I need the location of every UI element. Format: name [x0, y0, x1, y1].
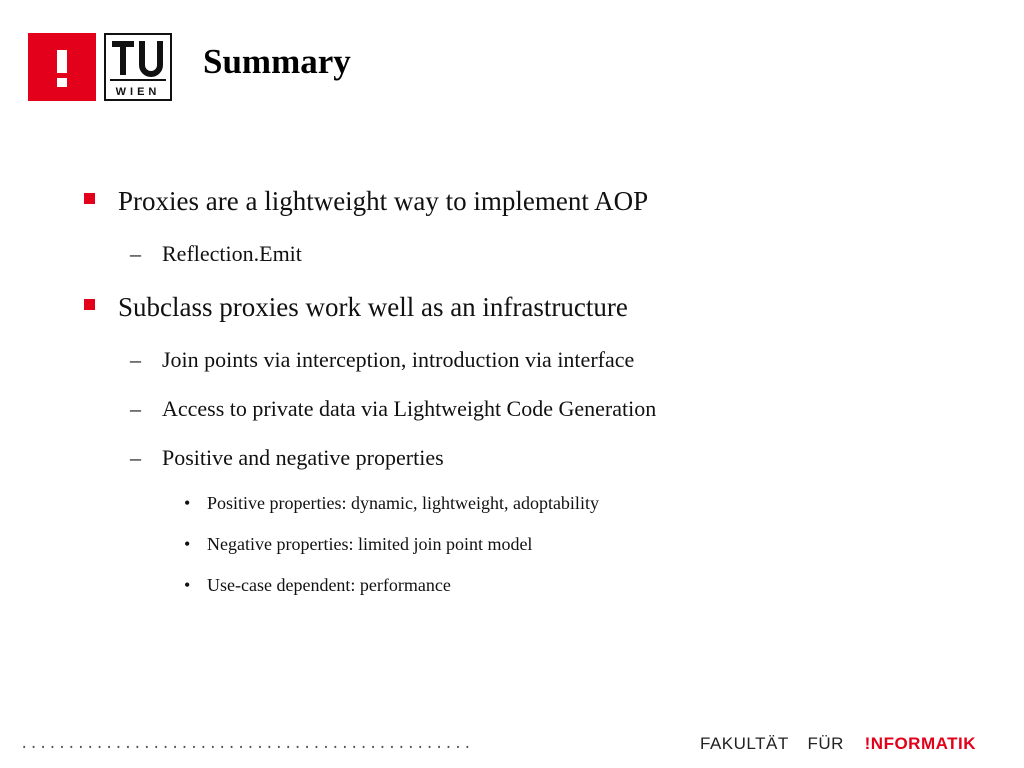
- footer-dotted-line: ................................................: [20, 736, 473, 752]
- sub-sub-bullet-text: Negative properties: limited join point model: [207, 534, 533, 554]
- dash-bullet-icon: –: [130, 347, 141, 372]
- dot-bullet-icon: •: [184, 575, 191, 595]
- bullet-text: Subclass proxies work well as an infrastructure: [118, 292, 628, 322]
- informatik-word: !NFORMATIK: [864, 734, 977, 753]
- sub-sub-bullet-text: Use-case dependent: performance: [207, 575, 451, 595]
- square-bullet-icon: [84, 299, 95, 310]
- dash-bullet-icon: –: [130, 445, 141, 470]
- dot-bullet-icon: •: [184, 534, 191, 554]
- slide-title: Summary: [203, 42, 351, 81]
- faculty-footer: [700, 734, 976, 754]
- sub-bullet-text: Access to private data via Lightweight Code Generation: [162, 396, 657, 421]
- dash-bullet-icon: –: [130, 241, 141, 266]
- sub-sub-bullet-text: Positive properties: dynamic, lightweight, adoptability: [207, 493, 599, 513]
- sub-bullet-text: Positive and negative properties: [162, 445, 444, 470]
- bullet-text: Proxies are a lightweight way to implement AOP: [118, 186, 649, 216]
- square-bullet-icon: [84, 193, 95, 204]
- faculty-word: FAKULTÄT: [700, 734, 789, 753]
- tu-wien-logo-text: WIEN: [115, 86, 161, 98]
- sub-bullet-text: Join points via interception, introduction via interface: [162, 347, 635, 372]
- sub-bullet-text: Reflection.Emit: [162, 241, 302, 266]
- faculty-word: FÜR: [807, 734, 844, 753]
- dot-bullet-icon: •: [184, 493, 191, 513]
- dash-bullet-icon: –: [130, 396, 141, 421]
